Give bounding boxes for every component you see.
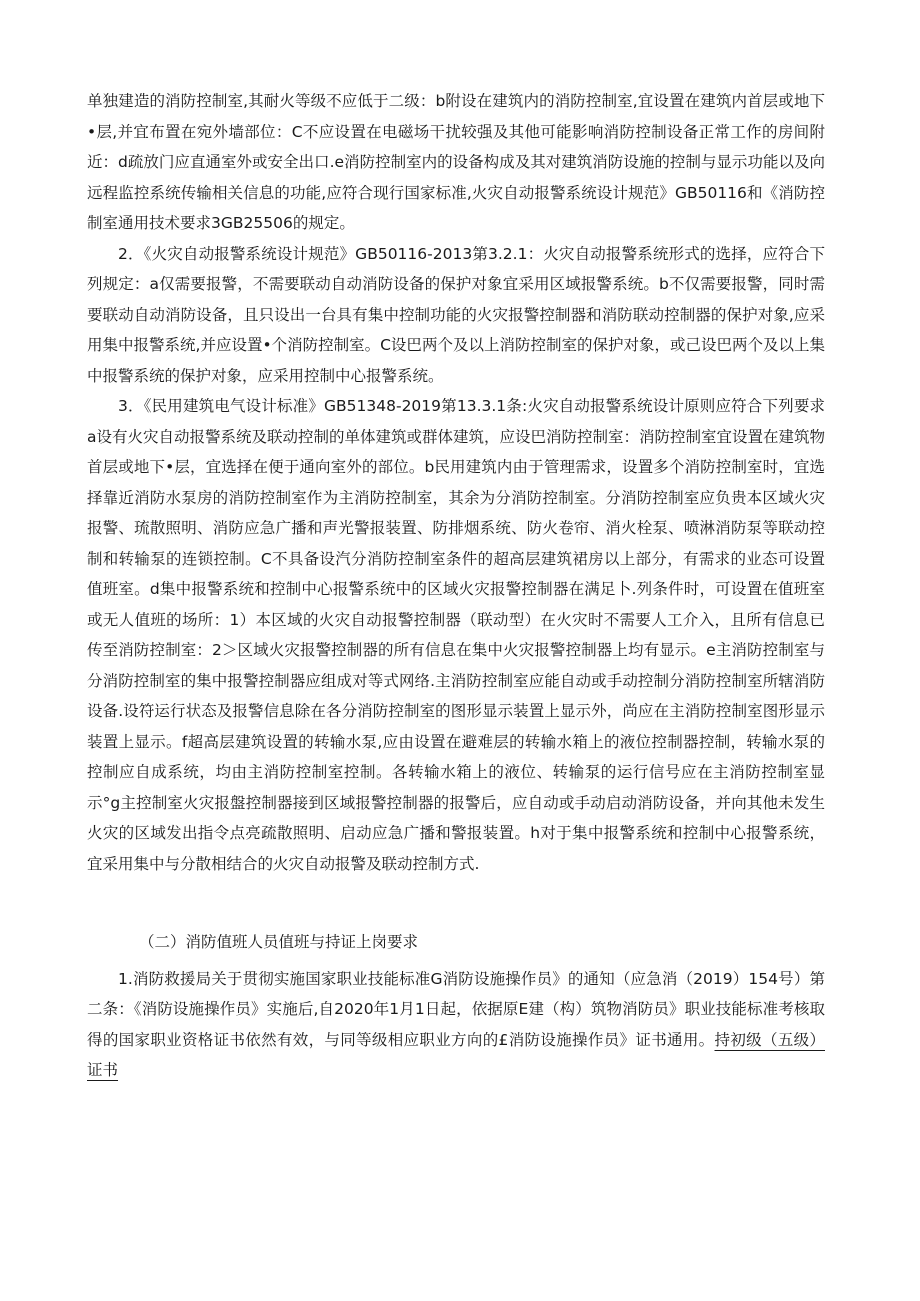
paragraph-intro: 单独建造的消防控制室,其耐火等级不应低于二级：b附设在建筑内的消防控制室,宜设置在建筑内首层或地下•层,并宜布置在宛外墙部位：C不应设置在电磁场干扰较强及其他可能影响消防控制设备正常工作的房间附近：d疏放门应直通室外或安全出口.e消防控制室内的设备构成及其对建筑消防设施的控制与显示功能以及向远程监控系统传输相关信息的功能,应符合现行国家标准,火灾自动报警系统设计规范》GB50116和《消防控制室通用技术要求3GB25506的规定。	[87, 92, 825, 232]
document-page	[87, 86, 825, 1086]
underlined-text: 持初级（五级）证书	[87, 1030, 825, 1079]
paragraph-item-3: 3．《民用建筑电气设计标准》GB51348-2019第13.3.1条:火灾自动报警系统设计原则应符合下列要求a设有火灾自动报警系统及联动控制的单体建筑或群体建筑，应设巴消防控制室：消防控制室宜设置在建筑物首层或地下•层，宜选择在便于通向室外的部位。b民用建筑内由于管理需求，设置多个消防控制室时，宜选择靠近消防水泵房的消防控制室作为主消防控制室，其余为分消防控制室。分消防控制室应负贵本区域火灾报警、琉散照明、消防应急广播和声光警报装置、防排烟系统、防火卷帘、消火栓泵、喷淋消防泵等联动控制和转输泵的连锁控制。C不具备设汽分消防控制室条件的超高层建筑裙房以上部分，有需求的业态可设置值班室。d集中报警系统和控制中心报警系统中的区域火灾报警控制器在满足卜.列条件时，可设置在值班室或无人值班的场所：1）本区域的火灾自动报警控制器（联动型）在火灾时不需要人工介入，且所有信息已传至消防控制室：2＞区域火灾报警控制器的所有信息在集中火灾报警控制器上均有显示。e主消防控制室与分消防控制室的集中报警控制器应组成对等式网络.主消防控制室应能自动或手动控制分消防控制室所辖消防设备.设符运行状态及报警信息除在各分消防控制室的图形显示装置上显示外，尚应在主消防控制室图形显示装置上显示。f超高层建筑设置的转输水泵,应由设置在避难层的转输水箱上的液位控制器控制，转输水泵的控制应自成系统，均由主消防控制室控制。各转输水箱上的液位、转输泵的运行信号应在主消防控制室显示°g主控制室火灾报盤控制器接到区域报警控制器的报警后，应自动或手动启动消防设备，并向其他未发生火灾的区域发出指令点亮疏散照明、启动应急广播和警报装置。h对于集中报警系统和控制中心报警系统，宜采用集中与分散相结合的火灾自动报警及联动控制方式.	[87, 397, 826, 873]
paragraph-item-4	[87, 964, 825, 1086]
paragraph-item-4-text: 1.消防救援局关于贯彻实施国家职业技能标准G消防设施操作员》的通知（应急消（2019）154号）第二条：《消防设施操作员》实施后,自2020年1月1日起，依据原E建（构）筑物消防员》职业技能标准考核取得的国家职业资格证书依然有效，与同等级相应职业方向的£消防设施操作员》证书通用。	[87, 969, 825, 1049]
section-heading: （二）消防值班人员值班与持证上岗要求	[139, 933, 419, 951]
paragraph-item-2: 2．《火灾自动报警系统设计规范》GB50116-2013第3.2.1：火灾自动报警系统形式的选择，应符合下列规定：a仅需要报警，不需要联动自动消防设备的保护对象宜采用区域报警系统。b不仅需要报警，同时需要联动自动消防设备，且只设出一台具有集中控制功能的火灾报警控制器和消防联动控制器的保护对象,应采用集中报警系统,并应设置•个消防控制室。C设巴两个及以上消防控制室的保护对象，或己设巴两个及以上集中报警系统的保护对象，应采用控制中心报警系统。	[87, 244, 825, 385]
